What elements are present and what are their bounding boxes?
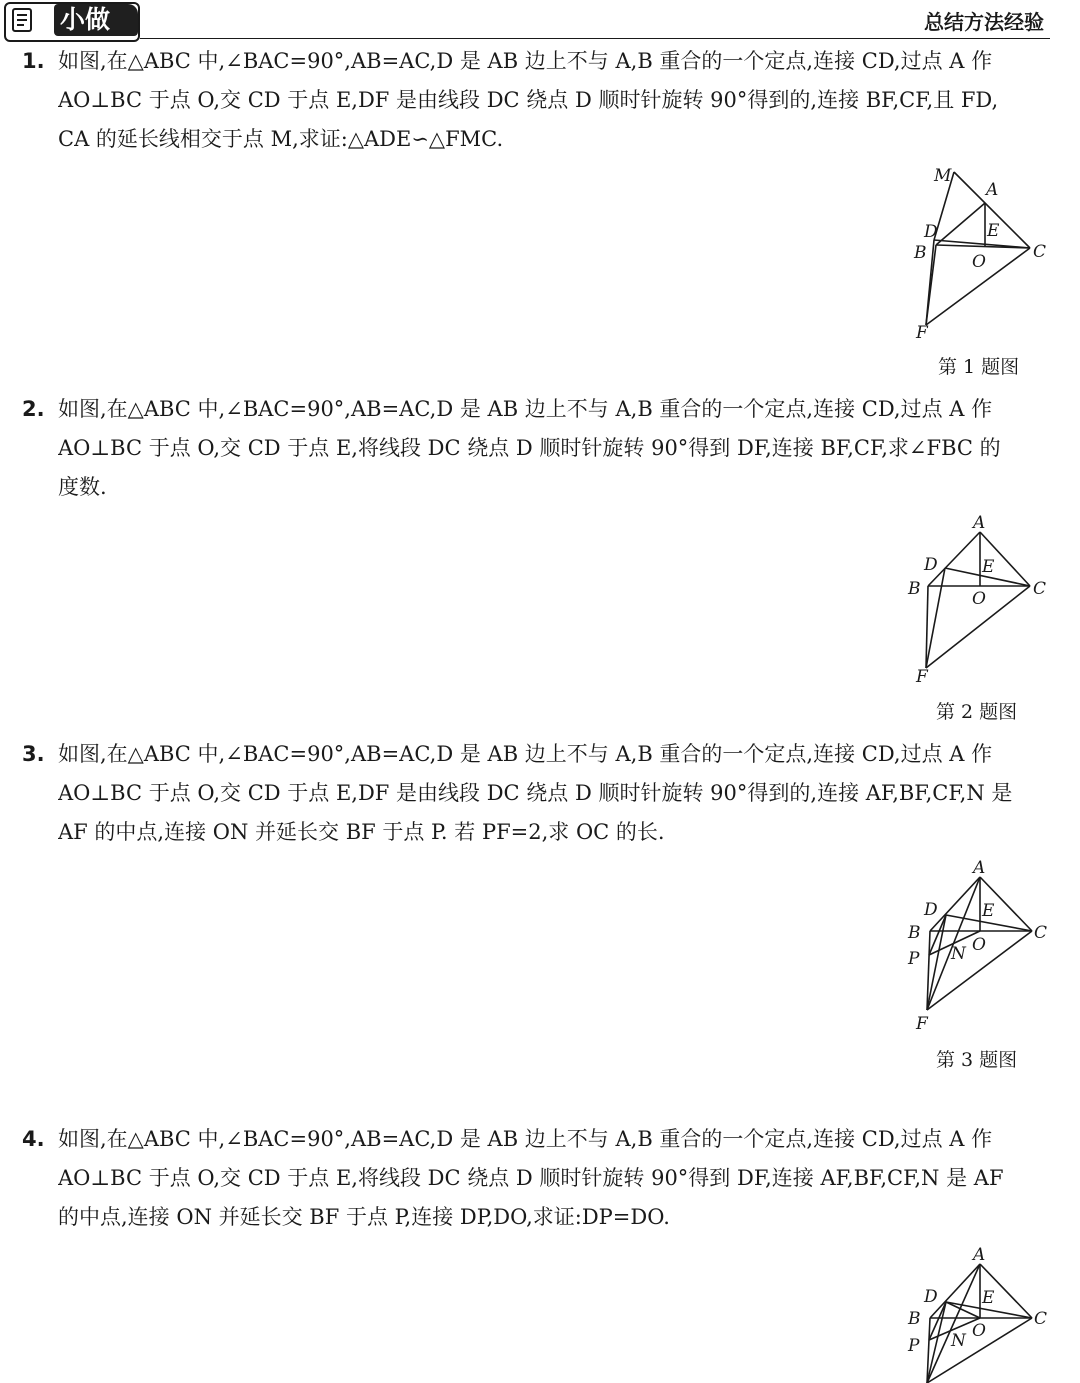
point-label: N: [951, 944, 966, 964]
figure-3-diagram: [900, 855, 1060, 1035]
point-label: E: [982, 557, 995, 577]
question-text-line: AO⊥BC 于点 O,交 CD 于点 E,DF 是由线段 DC 绕点 D 顺时针旋转 90°得到的,连接 BF,CF,且 FD,: [58, 88, 999, 112]
point-label: E: [987, 221, 1000, 241]
point-label: D: [924, 900, 938, 920]
header-title: 总结方法经验: [924, 10, 1044, 34]
section-badge-label: 小做: [54, 4, 138, 36]
point-label: O: [972, 935, 986, 955]
question-text-line: 如图,在△ABC 中,∠BAC=90°,AB=AC,D 是 AB 边上不与 A,B 重合的一个定点,连接 CD,过点 A 作: [58, 397, 993, 421]
question-text-line: 度数.: [58, 475, 107, 499]
question-text-line: AF 的中点,连接 ON 并延长交 BF 于点 P. 若 PF=2,求 OC 的长.: [58, 820, 665, 844]
question-text-line: 如图,在△ABC 中,∠BAC=90°,AB=AC,D 是 AB 边上不与 A,B 重合的一个定点,连接 CD,过点 A 作: [58, 742, 993, 766]
point-label: O: [972, 1321, 986, 1341]
point-label: A: [973, 858, 986, 878]
point-label: P: [908, 1336, 920, 1356]
question-text-line: AO⊥BC 于点 O,交 CD 于点 E,将线段 DC 绕点 D 顺时针旋转 90°得到 DF,连接 BF,CF,求∠FBC 的: [58, 436, 1001, 460]
question-number: 2.: [22, 397, 45, 421]
question-text-line: 的中点,连接 ON 并延长交 BF 于点 P,连接 DP,DO,求证:DP=DO.: [58, 1205, 670, 1229]
point-label: F: [916, 667, 928, 687]
point-label: A: [973, 513, 986, 533]
point-label: E: [982, 901, 995, 921]
point-label: F: [916, 1014, 928, 1034]
point-label: B: [908, 923, 921, 943]
point-label: C: [1034, 923, 1048, 943]
header-divider: [140, 38, 1050, 39]
point-label: D: [924, 222, 938, 242]
question-text-line: AO⊥BC 于点 O,交 CD 于点 E,DF 是由线段 DC 绕点 D 顺时针旋转 90°得到的,连接 AF,BF,CF,N 是: [58, 781, 1013, 805]
point-label: A: [973, 1245, 986, 1265]
question-number: 4.: [22, 1127, 45, 1151]
point-label: B: [908, 579, 921, 599]
figure-2-diagram: [900, 510, 1060, 690]
question-number: 3.: [22, 742, 45, 766]
figure-1-caption: 第 1 题图: [938, 356, 1020, 378]
figure-3-caption: 第 3 题图: [936, 1049, 1018, 1071]
figure-4-diagram: [900, 1240, 1060, 1383]
point-label: B: [914, 243, 927, 263]
page-header: [0, 0, 1080, 44]
point-label: F: [916, 323, 928, 343]
question-text-line: 如图,在△ABC 中,∠BAC=90°,AB=AC,D 是 AB 边上不与 A,B 重合的一个定点,连接 CD,过点 A 作: [58, 1127, 993, 1151]
point-label: O: [972, 252, 986, 272]
point-label: C: [1034, 1309, 1048, 1329]
notebook-icon: [10, 7, 36, 33]
point-label: C: [1033, 579, 1047, 599]
point-label: B: [908, 1309, 921, 1329]
figure-1-diagram: [900, 160, 1060, 345]
point-label: E: [982, 1288, 995, 1308]
point-label: C: [1033, 242, 1047, 262]
point-label: D: [924, 555, 938, 575]
section-badge: [4, 2, 140, 42]
question-text-line: 如图,在△ABC 中,∠BAC=90°,AB=AC,D 是 AB 边上不与 A,B 重合的一个定点,连接 CD,过点 A 作: [58, 49, 993, 73]
point-label: P: [908, 949, 920, 969]
point-label: N: [951, 1331, 966, 1351]
point-label: O: [972, 589, 986, 609]
point-label: D: [924, 1287, 938, 1307]
question-number: 1.: [22, 49, 45, 73]
question-text-line: AO⊥BC 于点 O,交 CD 于点 E,将线段 DC 绕点 D 顺时针旋转 90°得到 DF,连接 AF,BF,CF,N 是 AF: [58, 1166, 1004, 1190]
point-label: A: [986, 180, 999, 200]
figure-2-caption: 第 2 题图: [936, 701, 1018, 723]
point-label: M: [934, 166, 952, 186]
question-text-line: CA 的延长线相交于点 M,求证:△ADE∽△FMC.: [58, 127, 504, 151]
